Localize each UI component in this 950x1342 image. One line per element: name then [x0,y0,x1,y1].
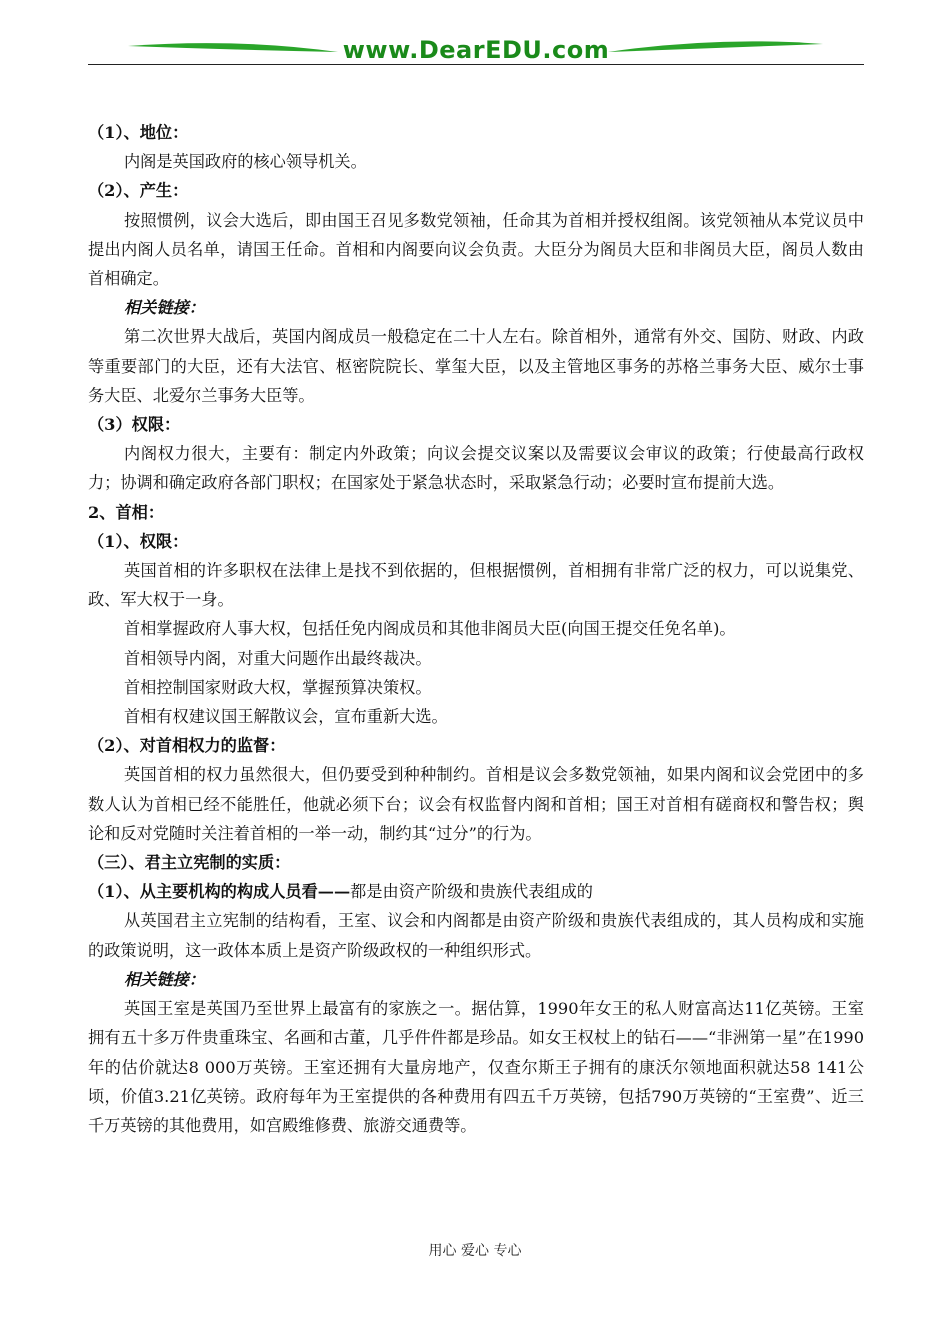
body-paragraph: 英国首相的许多职权在法律上是找不到依据的，但根据惯例，首相拥有非常广泛的权力，可以说集党、政、军大权于一身。 [88,561,864,610]
body-paragraph: 首相有权建议国王解散议会，宣布重新大选。 [124,707,448,727]
body-paragraph: 第二次世界大战后，英国内阁成员一般稳定在二十人左右。除首相外，通常有外交、国防、财政、内政等重要部门的大臣，还有大法官、枢密院院长、掌玺大臣，以及主管地区事务的苏格兰事务大臣、威尔士事务大臣、北爱尔兰事务大臣等。 [88,327,864,405]
section-heading: 2、首相： [88,502,165,522]
section-heading: （1）、地位： [88,123,189,142]
section-heading: （1）、权限： [88,531,189,551]
section-heading: （2）、产生： [88,181,189,201]
document-body [88,118,864,1140]
body-paragraph: 从英国君主立宪制的结构看，王室、议会和内阁都是由资产阶级和贵族代表组成的，其人员构成和实施的政策说明，这一政体本质上是资产阶级政权的一种组织形式。 [88,911,864,960]
section-heading: （3）权限： [88,415,181,435]
body-paragraph: 首相领导内阁，对重大问题作出最终裁决。 [124,648,432,668]
site-logo[interactable]: www.DearEDU.com [342,36,610,64]
related-link-label: 相关链接： [124,969,205,989]
section-heading: （三）、君主立宪制的实质： [88,853,291,873]
body-paragraph: 首相掌握政府人事大权，包括任免内阁成员和其他非阁员大臣(向国王提交任免名单)。 [124,619,736,639]
heading-bold-part: （1）、从主要机构的构成人员看—— [88,882,351,902]
body-paragraph: 首相控制国家财政大权，掌握预算决策权。 [124,677,432,697]
body-paragraph: 英国首相的权力虽然很大，但仍要受到种种制约。首相是议会多数党领袖，如果内阁和议会党团中的多数人认为首相已经不能胜任，他就必须下台；议会有权监督内阁和首相；国王对首相有磋商权和警告权；舆论和反对党随时关注着首相的一举一动，制约其“过分”的行为。 [88,765,864,843]
body-paragraph: 内阁权力很大，主要有：制定内外政策；向议会提交议案以及需要议会审议的政策；行使最高行政权力；协调和确定政府各部门职权；在国家处于紧急状态时，采取紧急行动；必要时宣布提前大选。 [88,444,864,493]
body-paragraph: 按照惯例，议会大选后，即由国王召见多数党领袖，任命其为首相并授权组阁。该党领袖从本党议员中提出内阁人员名单，请国王任命。首相和内阁要向议会负责。大臣分为阁员大臣和非阁员大臣，阁员人数由首相确定。 [88,210,864,289]
body-paragraph: 英国王室是英国乃至世界上最富有的家族之一。据估算，1990年女王的私人财富高达11亿英镑。王室拥有五十多万件贵重珠宝、名画和古董，几乎件件都是珍品。如女王权杖上的钻石——“非洲第一星”在1990年的估价就达8 000万英镑。王室还拥有大量房地产，仅查尔斯王子拥有的康沃尔领地面积就达58 141公顷，价值3.21亿英镑。政府每年为王室提供的各种费用有四五千万英镑，包括790万英镑的“王室费”、近三千万英镑的其他费用，如宫殿维修费、旅游交通费等。 [88,999,864,1135]
body-paragraph: 内阁是英国政府的核心领导机关。 [124,152,367,172]
related-link-label: 相关链接： [124,298,205,318]
header-divider [88,64,864,65]
page-footer: 用心 爱心 专心 [428,1243,522,1259]
heading-plain-part: 都是由资产阶级和贵族代表组成的 [350,882,593,902]
section-heading: （2）、对首相权力的监督： [88,736,286,756]
section-heading [88,877,864,906]
